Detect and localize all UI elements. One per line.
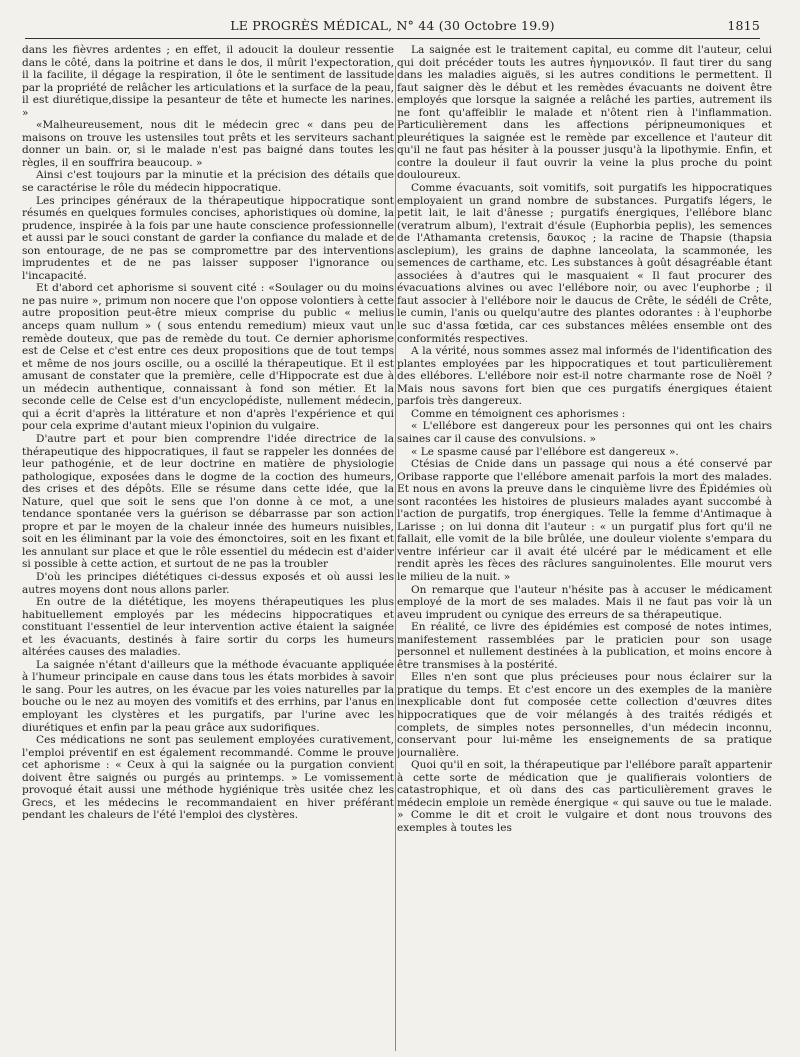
paragraph: A la vérité, nous sommes assez mal informés de l'identification des plantes employées par les hippocratiques et tout particulièrement des ellébores. L'ellébore noir est-il notre charmante rose de Noël ? Mais nous savons fort bien que ces purgatifs énergiques étaient parfois très dangereux.	[397, 345, 772, 408]
column-divider	[395, 66, 396, 1051]
paragraph: Ces médications ne sont pas seulement employées curativement, l'emploi préventif en est également recommandé. Comme le prouve cet aphorisme : « Ceux à qui la saignée ou la purgation convient doivent être saignés ou purgés au printemps. » Le vomissement provoqué était aussi une méthode hygiénique très usitée chez les Grecs, et les médecins le recommandaient en hiver préférant pendant les chaleurs de l'été l'emploi des clystères.	[22, 734, 394, 822]
running-header	[25, 16, 760, 39]
paragraph: dans les fièvres ardentes ; en effet, il adoucit la douleur ressentie dans le côté, dans la poitrine et dans le dos, il mûrit l'expectoration, il la facilite, il dégage la respiration, il ôte le sentiment de lassitude par la propriété de relâcher les articulations et la surface de la peau, il est diurétique,dissipe la pesanteur de tête et humecte les narines. »	[22, 44, 394, 119]
journal-title: LE PROGRÈS MÉDICAL, N° 44 (30 Octobre 19.9)	[230, 18, 555, 33]
paragraph: Comme évacuants, soit vomitifs, soit purgatifs les hippocratiques employaient un grand nombre de substances. Purgatifs légers, le petit lait, le lait d'ânesse ; purgatifs énergiques, l'ellébore blanc (veratrum album), l'extrait d'ésule (Euphorbia peplis), les semences de l'Athamanta cretensis, δαυκος ; la racine de Thapsie (thapsia asclepium), les grains de daphne lanceolata, la scammonée, les semences de carthame, etc. Les substances à goût désagréable étant associées à d'autres qui le masquaient « Il faut procurer des évacuations alvines ou avec l'ellébore noir, ou avec l'euphorbe ; il faut associer à l'ellébore noir le daucus de Crête, le sédéli de Crête, le cumin, l'anis ou quelqu'autre des plantes odorantes : à l'euphorbe le suc d'assa fœtida, car ces substances mêlées ensemble ont des conformités respectives.	[397, 182, 772, 345]
paragraph: La saignée est le traitement capital, eu comme dit l'auteur, celui qui doit précéder touts les autres ἡγημονικόν. Il faut tirer du sang dans les maladies aiguës, si les autres conditions le permettent. Il faut saigner dès le début et les remèdes évacuants ne doivent être employés que lorsque la saignée a relâché les parties, autrement ils ne font qu'affeiblir le malade et n'ôtent rien à l'inflammation. Particulièrement dans les affections péripneumoniques et pleurétiques la saignée est le remède par excellence et l'auteur dit qu'il ne faut pas hésiter à la pousser jusqu'à la lipothymie. Enfin, et contre la douleur il faut ouvrir la veine la plus proche du point douloureux.	[397, 44, 772, 182]
paragraph: Elles n'en sont que plus précieuses pour nous éclairer sur la pratique du temps. Et c'est encore un des exemples de la manière inexplicable dont fut composée cette collection d'œuvres dites hippocratiques que de voir mélangés à des traités rédigés et complets, de simples notes personnelles, d'un médecin inconnu, conservant pour lui-même les enseignements de sa pratique journalière.	[397, 671, 772, 759]
paragraph: Ainsi c'est toujours par la minutie et la précision des détails que se caractérise le rôle du médecin hippocratique.	[22, 169, 394, 195]
left-column	[22, 44, 394, 1051]
paragraph: D'où les principes diététiques ci-dessus exposés et où aussi les autres moyens dont nous allons parler.	[22, 570, 394, 596]
paragraph: Ctésias de Cnide dans un passage qui nous a été conservé par Oribase rapporte que l'ellébore amenait parfois la mort des malades. Et nous en avons la preuve dans le cinquième livre des Épidémies où sont racontées les histoires de plusieurs malades ayant succombé à l'action de purgatifs, trop énergiques. Telle la femme d'Antimaque à Larisse ; on lui donna dit l'auteur : « un purgatif plus fort qu'il ne fallait, elle vomit de la bile brûlée, une douleur violente s'empara du ventre inférieur car il avait été ulcéré par le médicament et elle rendit après les fèces des râclures sanguinolentes. Elle mourut vers le milieu de la nuit. »	[397, 458, 772, 583]
paragraph: En réalité, ce livre des épidémies est composé de notes intimes, manifestement rassemblées par le praticien pour son usage personnel et nullement destinées à la publication, et moins encore à être transmises à la postérité.	[397, 621, 772, 671]
paragraph: « L'ellébore est dangereux pour les personnes qui ont les chairs saines car il cause des convulsions. »	[397, 420, 772, 445]
paragraph: Et d'abord cet aphorisme si souvent cité : «Soulager ou du moins ne pas nuire », primum non nocere que l'on oppose volontiers à cette autre proposition peut-être mieux comprise du public « melius anceps quam nullum » ( sous entendu remedium) mieux vaut un remède douteux, que pas de remède du tout. Ce dernier aphorisme est de Celse et c'est entre ces deux propositions que de tout temps et même de nos jours oscille, ou a oscillé la thérapeutique. Et il est amusant de constater que la première, celle d'Hippocrate est due à un médecin authentique, connaissant à fond son métier. Et la seconde celle de Celse est d'un encyclopédiste, nullement médecin, qui a écrit d'après la littérature et non d'après l'expérience et qui pour cela exprime d'autant mieux l'opinion du vulgaire.	[22, 282, 394, 433]
paragraph: D'autre part et pour bien comprendre l'idée directrice de la thérapeutique des hippocratiques, il faut se rappeler les données de leur pathogénie, et de leur doctrine en matière de physiologie pathologique, exposées dans le dogme de la coction des humeurs, des crises et des dépôts. Elle se résume dans cette idée, que la Nature, quel que soit le sens que l'on donne à ce mot, a une tendance spontanée vers la guérison se débarrasse par son action propre et par le moyen de la chaleur innée des humeurs nuisibles, soit en les éliminant par la voie des émonctoires, soit en les fixant et les annulant sur place et que le rôle essentiel du médecin est d'aider si possible à cette action, et surtout de ne pas la troubler	[22, 432, 394, 571]
paragraph: On remarque que l'auteur n'hésite pas à accuser le médicament employé de la mort de ses malades. Mais il ne faut pas voir là un aveu imprudent ou cynique des erreurs de sa thérapeutique.	[397, 583, 772, 621]
paragraph: En outre de la diététique, les moyens thérapeutiques les plus habituellement employés par les médecins hippocratiques et constituant l'essentiel de leur intervention active étaient la saignée et les évacuants, destinés à faire sortir du corps les humeurs altérées causes des maladies.	[22, 596, 394, 659]
paragraph: « Le spasme causé par l'ellébore est dangereux ».	[411, 445, 679, 458]
paragraph: Quoi qu'il en soit, la thérapeutique par l'ellébore paraît appartenir à cette sorte de médication que je qualifierais volontiers de catastrophique, et où dans des cas particulièrement graves le médecin emploie un remède énergique « qui sauve ou tue le malade. » Comme le dit et croit le vulgaire et dont nous trouvons des exemples à toutes les	[397, 759, 772, 834]
paragraph: «Malheureusement, nous dit le médecin grec « dans peu de maisons on trouve les ustensiles tout prêts et les serviteurs sachant donner un bain. or, si le malade n'est pas baigné dans toutes les règles, il en souffrira beaucoup. »	[22, 119, 394, 169]
right-column	[397, 44, 772, 1051]
paragraph: Les principes généraux de la thérapeutique hippocratique sont résumés en quelques formules concises, aphoristiques où domine, la prudence, inspirée à la fois par une haute conscience professionnelle et aussi par le souci constant de garder la confiance du malade et de son entourage, de ne pas se compromettre par des interventions imprudentes et de ne pas laisser supposer l'ignorance ou l'incapacité.	[22, 194, 394, 282]
paragraph: Comme en témoignent ces aphorismes :	[411, 407, 626, 420]
page-number: 1815	[727, 18, 760, 33]
paragraph: La saignée n'étant d'ailleurs que la méthode évacuante appliquée à l'humeur principale en cause dans tous les états morbides à savoir le sang. Pour les autres, on les évacue par les voies naturelles par la bouche ou le nez au moyen des vomitifs et des errhins, par l'anus en employant les clystères et les purgatifs, par l'urine avec les diurétiques et enfin par la peau grâce aux sudorifiques.	[22, 658, 394, 734]
